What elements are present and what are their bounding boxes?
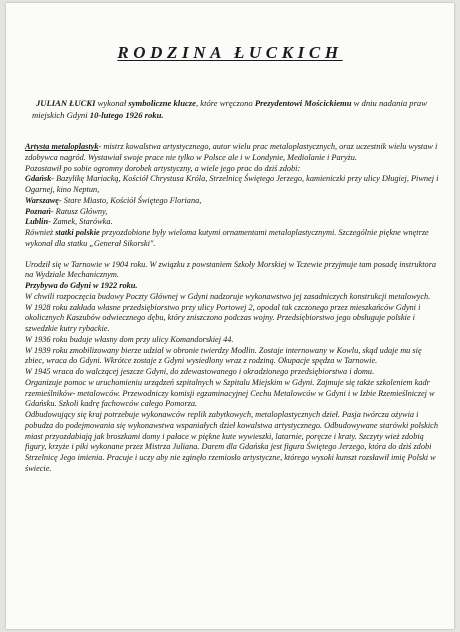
lublin-text: - Zamek, Starówka. [48,217,113,227]
ships-text-a: Również [25,228,56,237]
section-gap [25,250,440,260]
document-page [6,3,454,629]
paragraph-ships [25,228,440,250]
paragraph-rebuild: Odbudowujący się kraj potrzebuje wykonawców replik zabytkowych, metaloplastycznych dzieł. Pasja twórcza ożywia i pobudza do podejmowania się wykonawstwa wspaniałych dzieł kowalstwa artystycznego. Odbudowywane starówki polskich miast przyozdabiają jak broszkami domy i pałace w piękne kute wywieszki, latarnie, poręcze i kraty. Szczyty wież zdobią figury, krzyże i piki wykonane przez Mistrza Juliana. Darem dla Gdańska jest figura Świętego Jerzego, która do dziś zdobi Strzelnicę Jego imienia. Pracuje i uczy aby nie zginęło rzemiosło artystyczne, którego wysoki kunszt rozsławił imię Polski w świecie. [25,410,438,473]
paragraph-artist [25,142,440,164]
paragraph-gdansk [25,174,440,196]
paragraph-1945: W 1945 wraca do walczącej jeszcze Gdyni, do zdewastowanego i okradzionego przedsiębiorstwa i domu. [25,367,375,376]
lead-paragraph [32,97,436,122]
lublin-label: Lublin [25,217,49,227]
ships-highlight: statki polskie [55,228,100,237]
artist-text: - mistrz kowalstwa artystycznego, autor wielu prac metaloplastycznych, oraz uczestnik wielu wystaw i zdobywca nagród. Wystawiał swoje prace nie tylko w Polsce ale i w Londynie, Mediolanie i Paryżu. [25,142,438,162]
paragraph-organizes: Organizuje pomoc w uruchomieniu urządzeń szpitalnych w Szpitalu Miejskim w Gdyni. Zajmuje się także szkoleniem kadr rzemieślników- metalowców. Przewodniczy komisji egzaminacyjnej Cechu Metalowców w Gdyni i w Izbie Rzemieślniczej w Gdańsku. Szkoli kadrę fachowców całego Pomorza. [25,377,435,409]
page-title: RODZINA ŁUCKICH [117,43,343,62]
artist-heading: Artysta metaloplastyk [25,142,99,151]
paragraph-legacy: Pozostawił po sobie ogromny dorobek artystyczny, a wiele jego prac do dziś zdobi: [25,163,301,173]
paragraph-warszawa [25,196,440,207]
lead-president: Prezydentowi Mościckiemu [254,98,352,108]
paragraph-1936: W 1936 roku buduje własny dom przy ulicy Komandorskiej 44. [25,334,234,344]
poznan-label: Poznań [25,206,51,216]
lead-text-3: w dniu nadania praw miejskich Gdyni [32,98,427,121]
lead-keys: symboliczne klucze [128,98,196,108]
warszawa-text: - Stare Miasto, Kościół Świętego Floriana, [58,195,202,205]
lead-text-2: , które wręczono [195,98,255,108]
warszawa-label: Warszawę [25,195,59,205]
paragraph-1939: W 1939 roku zmobilizowany bierze udział w obronie twierdzy Modlin. Zostaje internowany w Kowlu, skąd udaje mu się zbiec, wraca do Gdyni. Wkrótce zostaje z Gdyni wysiedlony wraz z rodziną. Okupacje spędza w Tarnowie. [25,345,422,366]
paragraph-arrival [25,281,440,292]
paragraph-post-office: W chwili rozpoczęcia budowy Poczty Głównej w Gdyni nadzoruje wykonawstwo jej zasadniczych konstrukcji metalowych. [25,291,431,301]
ships-text-c: przyozdobione były wieloma kutymi ornamentami metaloplastycznymi. Szczególnie piękne wnętrze wykonał dla statku „Generał Sikorski". [25,228,429,248]
lead-name: JULIAN ŁUCKI [36,98,96,108]
gdansk-text: - Bazylikę Mariacką, Kościół Chrystusa Króla, Strzelnicę Świętego Jerzego, kamieniczki przy ulicy Długiej, Piwnej i Ogarnej, kino Neptun, [25,174,439,194]
lead-date: 10-lutego 1926 roku. [89,110,164,121]
body-text [25,142,440,475]
paragraph-born: Urodził się w Tarnowie w 1904 roku. W związku z powstaniem Szkoły Morskiej w Tczewie przyjmuje tam posadę instruktora na Wydziale Mechanicznym. [25,259,437,280]
paragraph-poznan [25,207,440,218]
poznan-text: - Ratusz Główny, [50,206,108,216]
paragraph-1928: W 1928 roku zakłada własne przedsiębiorstwo przy ulicy Portowej 2, opodal tak czczonego przez mieszkańców Gdyni i okolicznych Kaszubów odwiecznego dębu, który zniszczono podczas wojny. Przedsiębiorstwo jego obsługuje polskie i szwedzkie kutry rybackie. [25,302,421,333]
lead-text-1: wykonał [95,98,129,108]
gdansk-label: Gdańsk [25,174,52,184]
paragraph-lublin [25,217,440,228]
arrival-text: Przybywa do Gdyni w 1922 roku. [25,281,138,290]
